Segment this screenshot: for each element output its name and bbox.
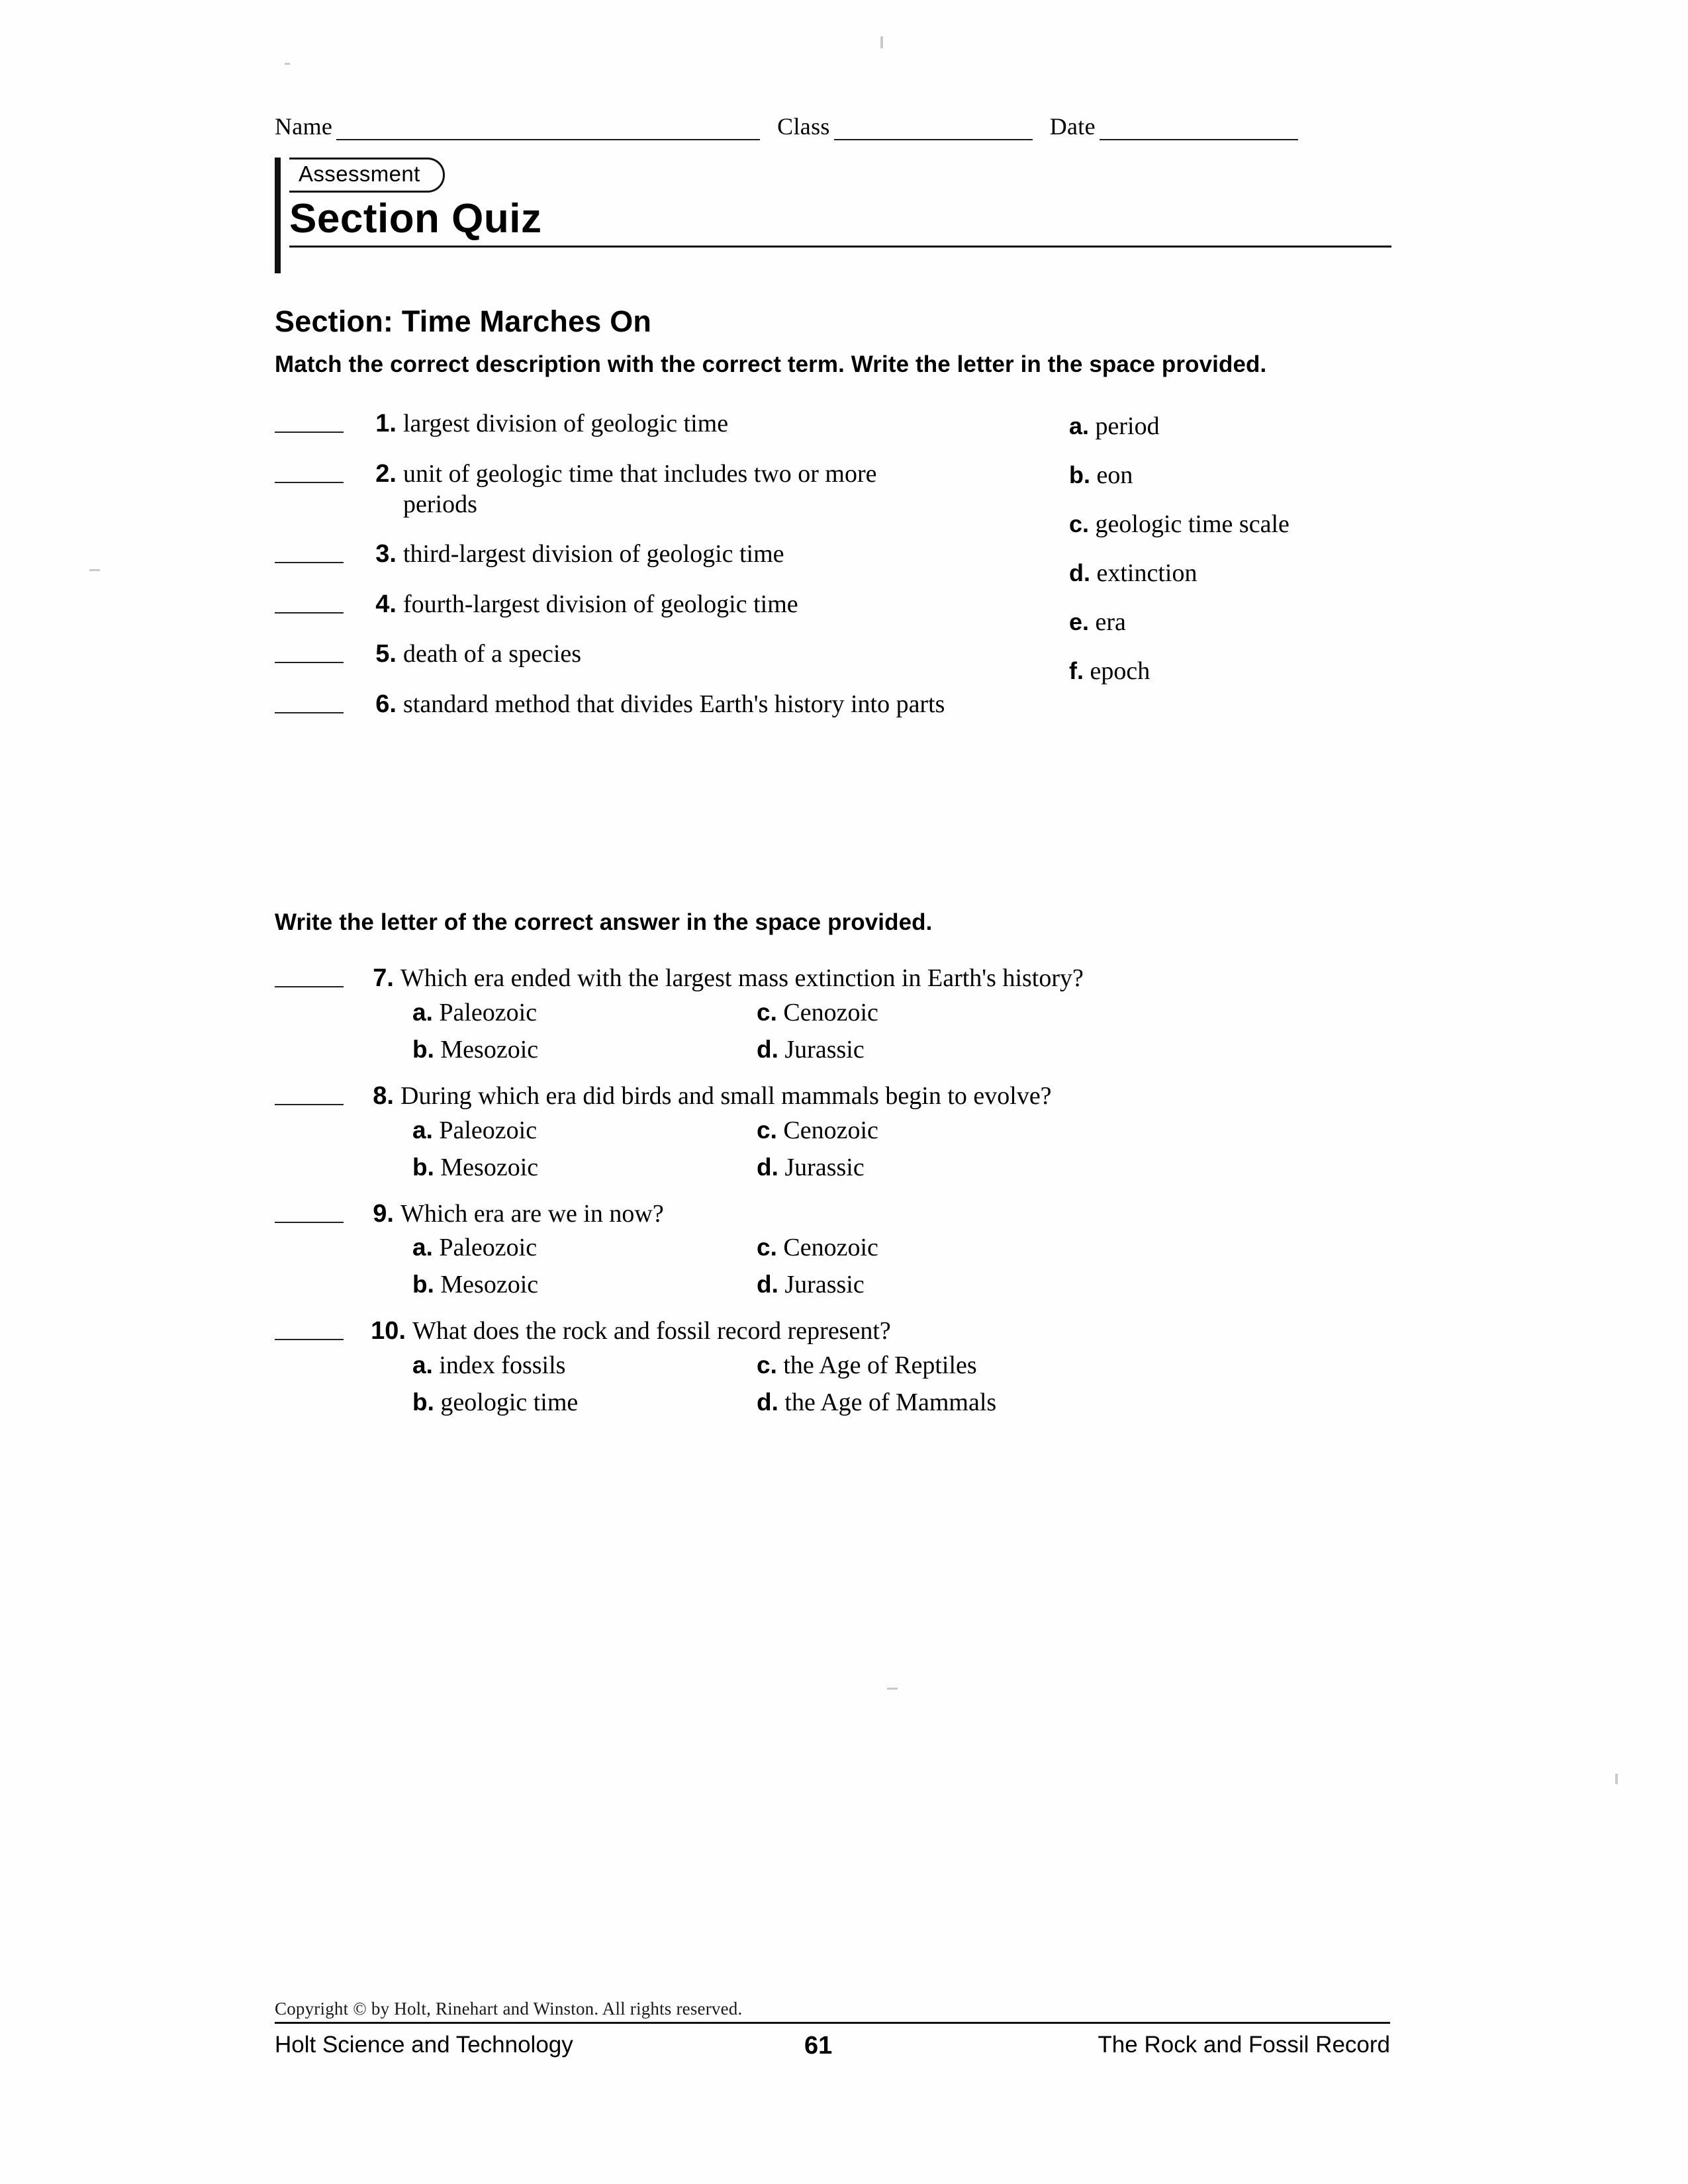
answer-blank-2[interactable]: [275, 459, 344, 483]
item-text: standard method that divides Earth's history into parts: [403, 690, 945, 718]
option-a[interactable]: [412, 1351, 565, 1380]
document-content: [275, 106, 1400, 1434]
student-id-line: [275, 106, 1400, 140]
mc-item-10: [275, 1316, 1400, 1416]
option-letter: a.: [412, 1116, 433, 1144]
answer-blank-5[interactable]: [275, 639, 344, 663]
item-stem: During which era did birds and small mammals begin to evolve?: [400, 1081, 1052, 1110]
answer-blank-1[interactable]: [275, 409, 344, 433]
mc-item-7: [275, 964, 1400, 1064]
class-label: Class: [777, 113, 830, 140]
item-number: 10.: [371, 1317, 406, 1345]
option-text: Cenozoic: [783, 1234, 878, 1262]
option-text: Paleozoic: [439, 1234, 538, 1262]
mc-head: [275, 964, 1400, 994]
term-text: era: [1095, 608, 1126, 636]
option-letter: c.: [757, 998, 777, 1026]
option-letter: d.: [757, 1388, 778, 1416]
matching-item: [275, 539, 1056, 570]
term-text: eon: [1096, 461, 1133, 490]
assessment-tag-wrapper: [289, 158, 445, 193]
mc-options: [412, 1351, 1400, 1416]
matching-item: [275, 409, 1056, 439]
scan-speck: [1615, 1774, 1618, 1784]
date-label: Date: [1049, 113, 1096, 140]
option-text: Jurassic: [784, 1271, 865, 1299]
term-b: [1069, 461, 1413, 490]
option-b[interactable]: [412, 1388, 578, 1417]
option-letter: a.: [412, 1351, 433, 1379]
term-d: [1069, 559, 1413, 588]
matching-item: [275, 459, 1056, 520]
option-c[interactable]: [757, 1233, 878, 1262]
item-number: 6.: [375, 690, 397, 718]
option-a[interactable]: [412, 998, 537, 1027]
term-letter: f.: [1069, 657, 1084, 684]
option-c[interactable]: [757, 998, 878, 1027]
answer-blank-4[interactable]: [275, 590, 344, 614]
option-letter: c.: [757, 1116, 777, 1144]
item-text: third-largest division of geologic time: [403, 540, 784, 569]
item-number: 8.: [373, 1081, 394, 1110]
option-letter: d.: [757, 1035, 778, 1063]
option-text: Mesozoic: [440, 1271, 539, 1299]
option-text: the Age of Reptiles: [783, 1351, 977, 1379]
multiple-choice-block: [275, 964, 1400, 1416]
banner-divider: [289, 246, 1391, 248]
option-d[interactable]: [757, 1388, 996, 1417]
page-number: 61: [804, 2032, 833, 2060]
term-letter: a.: [1069, 412, 1090, 440]
matching-item: [275, 639, 1056, 670]
mc-options: [412, 1116, 1400, 1181]
option-letter: b.: [412, 1153, 434, 1181]
matching-block: [275, 409, 1400, 846]
item-text: largest division of geologic time: [403, 410, 729, 438]
option-letter: c.: [757, 1351, 777, 1379]
answer-blank-6[interactable]: [275, 690, 344, 713]
class-input[interactable]: [834, 119, 1033, 140]
option-letter: d.: [757, 1271, 778, 1298]
option-text: Jurassic: [784, 1153, 865, 1181]
page-title: Section Quiz: [289, 195, 542, 242]
matching-questions: [275, 409, 1056, 719]
date-input[interactable]: [1100, 119, 1298, 140]
option-letter: b.: [412, 1271, 434, 1298]
option-text: the Age of Mammals: [784, 1388, 997, 1416]
matching-item: [275, 690, 1056, 720]
term-text: geologic time scale: [1095, 510, 1289, 539]
item-number: 4.: [375, 590, 397, 618]
name-label: Name: [275, 113, 333, 140]
footer-row-inner: [275, 2032, 1390, 2058]
item-text: fourth-largest division of geologic time: [403, 590, 798, 618]
mc-item-8: [275, 1081, 1400, 1181]
answer-blank-7[interactable]: [275, 964, 344, 987]
option-d[interactable]: [757, 1270, 865, 1299]
item-number: 3.: [375, 540, 397, 569]
mc-head: [275, 1081, 1400, 1112]
option-letter: a.: [412, 1234, 433, 1261]
option-b[interactable]: [412, 1270, 538, 1299]
option-letter: b.: [412, 1035, 434, 1063]
item-number: 9.: [373, 1199, 394, 1228]
term-text: extinction: [1096, 559, 1197, 587]
scan-speck: [887, 1688, 898, 1690]
option-text: Mesozoic: [440, 1153, 539, 1181]
option-text: Cenozoic: [783, 998, 878, 1026]
term-text: period: [1095, 412, 1160, 441]
option-text: Paleozoic: [439, 998, 538, 1026]
option-letter: b.: [412, 1388, 434, 1416]
answer-blank-8[interactable]: [275, 1081, 344, 1105]
section-heading: Section: Time Marches On: [275, 304, 652, 338]
mc-instruction: Write the letter of the correct answer in the space provided.: [275, 909, 933, 936]
term-f: [1069, 657, 1413, 686]
option-text: geologic time: [440, 1388, 579, 1416]
option-text: Jurassic: [784, 1035, 865, 1064]
option-text: Paleozoic: [439, 1116, 538, 1144]
answer-blank-10[interactable]: [275, 1316, 344, 1340]
option-letter: d.: [757, 1153, 778, 1181]
matching-instruction: Match the correct description with the correct term. Write the letter in the space provided.: [275, 351, 1267, 377]
option-a[interactable]: [412, 1116, 537, 1145]
item-stem: Which era ended with the largest mass extinction in Earth's history?: [400, 964, 1084, 993]
item-number: 1.: [375, 410, 397, 438]
option-letter: a.: [412, 998, 433, 1026]
scan-speck: [89, 569, 100, 571]
mc-options: [412, 1233, 1400, 1299]
option-d[interactable]: [757, 1035, 865, 1064]
footer-divider: [275, 2022, 1390, 2024]
option-d[interactable]: [757, 1153, 865, 1182]
mc-head: [275, 1316, 1400, 1347]
copyright-text: Copyright © by Holt, Rinehart and Winston. All rights reserved.: [275, 1999, 743, 2019]
matching-item: [275, 590, 1056, 620]
item-text: unit of geologic time that includes two or more periods: [403, 459, 877, 518]
term-text: epoch: [1090, 657, 1150, 685]
book-title: Holt Science and Technology: [275, 2032, 573, 2058]
term-letter: c.: [1069, 510, 1090, 538]
option-b[interactable]: [412, 1153, 538, 1182]
item-stem: What does the rock and fossil record represent?: [412, 1317, 891, 1345]
term-letter: b.: [1069, 461, 1090, 489]
option-a[interactable]: [412, 1233, 537, 1262]
item-number: 5.: [375, 640, 397, 668]
scan-speck: [880, 36, 883, 48]
term-a: [1069, 412, 1413, 441]
item-number: 7.: [373, 964, 394, 993]
term-e: [1069, 608, 1413, 637]
matching-terms: [1069, 412, 1413, 705]
scan-speck: [285, 63, 290, 65]
term-letter: d.: [1069, 559, 1090, 586]
option-text: index fossils: [439, 1351, 566, 1379]
name-input[interactable]: [336, 119, 760, 140]
option-text: Cenozoic: [783, 1116, 878, 1144]
footer-row: [275, 2032, 1390, 2058]
term-c: [1069, 510, 1413, 539]
item-number: 2.: [375, 459, 397, 488]
item-text: death of a species: [403, 640, 582, 668]
assessment-tag: Assessment: [289, 158, 445, 193]
chapter-title: The Rock and Fossil Record: [1098, 2032, 1390, 2058]
term-letter: e.: [1069, 608, 1090, 635]
mc-options: [412, 998, 1400, 1064]
option-b[interactable]: [412, 1035, 538, 1064]
answer-blank-3[interactable]: [275, 539, 344, 563]
mc-item-9: [275, 1199, 1400, 1299]
option-letter: c.: [757, 1234, 777, 1261]
item-stem: Which era are we in now?: [400, 1199, 664, 1228]
option-c[interactable]: [757, 1116, 878, 1145]
mc-head: [275, 1199, 1400, 1230]
assessment-banner: [275, 158, 1400, 242]
answer-blank-9[interactable]: [275, 1199, 344, 1223]
page-footer: [275, 1999, 1400, 2058]
option-c[interactable]: [757, 1351, 977, 1380]
option-text: Mesozoic: [440, 1035, 539, 1064]
banner-left-bar: [275, 158, 281, 273]
